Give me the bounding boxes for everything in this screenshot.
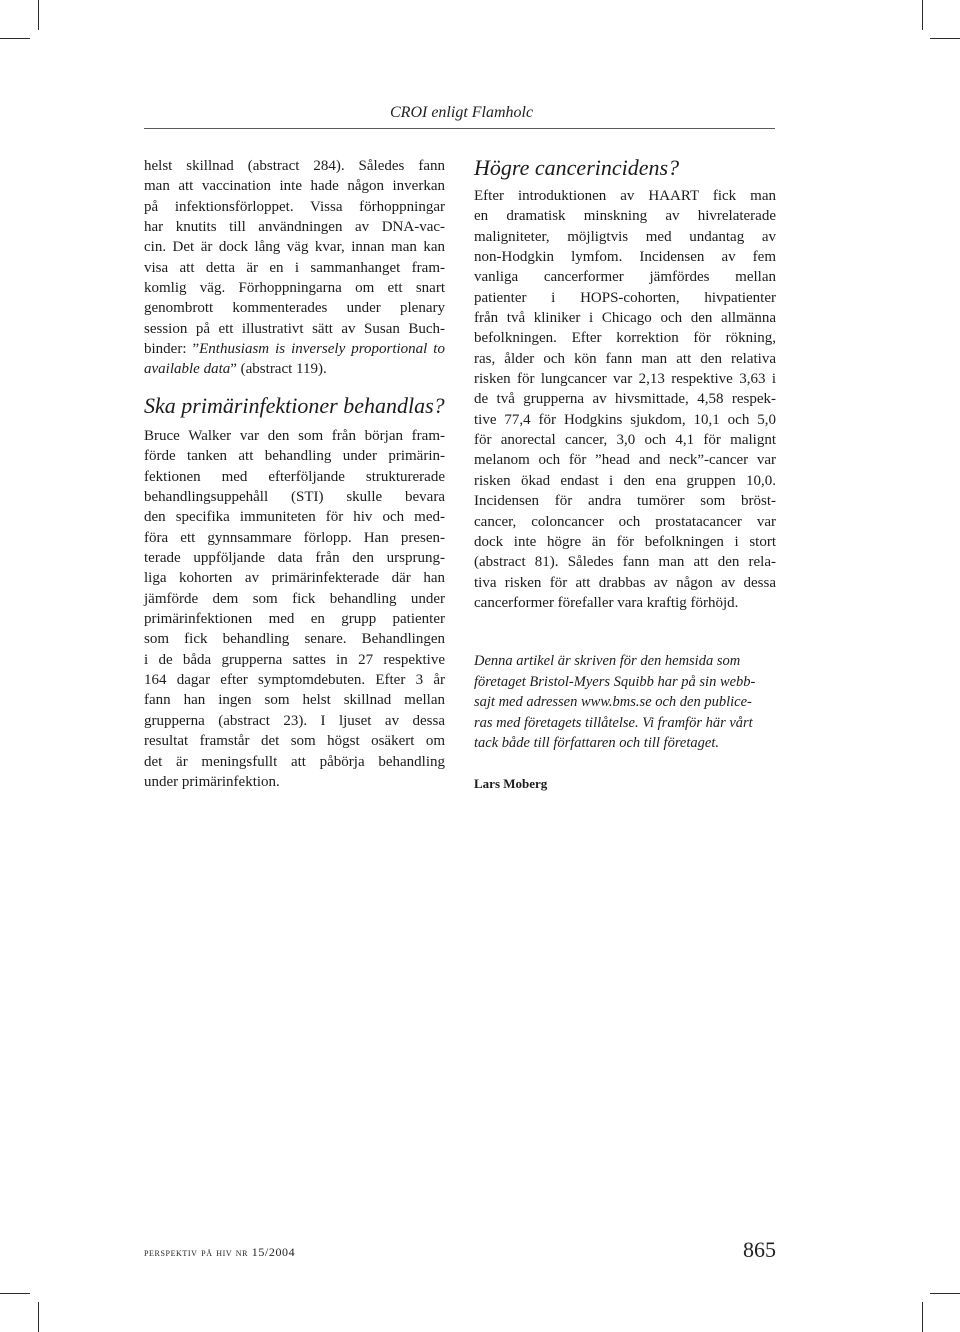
right-paragraph <box>474 186 776 613</box>
quote-italic: Enthusiasm is inversely proportional to <box>199 341 445 358</box>
text-line: på infektionsförloppet. Vissa förhoppningar <box>144 198 445 215</box>
crop-mark-top-left-vertical <box>38 0 39 30</box>
section-heading-primary-infection: Ska primärinfektioner behandlas? <box>144 393 445 418</box>
note-line: företaget Bristol-Myers Squibb har på sin webb- <box>474 673 756 690</box>
text-line: i de båda grupperna sattes in 27 respektive <box>144 651 445 668</box>
text-line: cancerformer förefaller vara kraftig förhöjd. <box>474 594 739 611</box>
crop-mark-bottom-left-vertical <box>38 1302 39 1332</box>
acknowledgement-note <box>474 651 776 754</box>
text-line: genombrott kommenterades under plenary <box>144 300 445 317</box>
journal-footer: perspektiv på hiv nr 15/2004 <box>144 1245 296 1259</box>
text-line: det är meningsfullt att påbörja behandling <box>144 753 445 770</box>
author-name: Lars Moberg <box>474 776 548 791</box>
text-line: har knutits till användningen av DNA-vac- <box>144 219 445 236</box>
text-line: vanliga cancerformer jämfördes mellan <box>474 269 776 286</box>
text-line: resultat framstår det som högst osäkert om <box>144 733 445 750</box>
page-number: 865 <box>743 1237 776 1262</box>
text-line: förde tanken att behandling under primärin- <box>144 448 445 465</box>
text-line: 164 dagar efter symptomdebuten. Efter 3 år <box>144 672 445 689</box>
text-line: behandlingsuppehåll (STI) skulle bevara <box>144 489 445 506</box>
text-line: melanom och för ”head and neck”-cancer var <box>474 452 776 469</box>
note-line: Denna artikel är skriven för den hemsida som <box>474 653 741 669</box>
left-paragraph-2 <box>144 426 445 792</box>
text-line: terade uppföljande data från den ursprung- <box>144 550 445 567</box>
text-line: risken ökad endast i den ena gruppen 10,0. <box>474 472 776 489</box>
text-line: under primärinfektion. <box>144 773 280 790</box>
text-line: en dramatisk minskning av hivrelaterade <box>474 208 776 225</box>
text-line: den specifika immuniteten för hiv och med- <box>144 509 445 526</box>
note-line: ras med företagets tillåtelse. Vi framför här vårt <box>474 714 753 731</box>
crop-mark-top-right-vertical <box>922 0 923 30</box>
text-line: maligniteter, möjligtvis med undantag av <box>474 228 776 245</box>
text-line: fektionen med efterföljande strukturerade <box>144 468 445 485</box>
text-line: jämförde dem som fick behandling under <box>144 590 445 607</box>
crop-mark-top-right-horizontal <box>930 38 960 39</box>
text-segment: binder: ” <box>144 341 200 358</box>
header-rule <box>144 128 775 129</box>
crop-mark-top-left-horizontal <box>0 38 30 39</box>
crop-mark-bottom-right-vertical <box>922 1302 923 1332</box>
note-line: sajt med adressen www.bms.se och den publice- <box>474 694 752 710</box>
text-line: visa att detta är en i sammanhanget fram- <box>144 259 445 276</box>
text-line: (abstract 81). Således fann man att den rela- <box>474 554 776 571</box>
running-title: CROI enligt Flamholc <box>390 104 534 121</box>
text-line: befolkningen. Efter korrektion för rökning, <box>474 330 776 347</box>
text-line: cin. Det är dock lång väg kvar, innan man kan <box>144 239 445 256</box>
text-segment: ” (abstract 119). <box>230 361 327 378</box>
quote-italic: available data <box>144 361 231 378</box>
crop-mark-bottom-right-horizontal <box>930 1293 960 1294</box>
text-line: liga kohorten av primärinfekterade där han <box>144 570 445 587</box>
section-heading-cancer-incidence: Högre cancerincidens? <box>474 155 680 180</box>
note-line: tack både till författaren och till företaget. <box>474 735 719 751</box>
text-line <box>144 339 445 359</box>
text-line: från två kliniker i Chicago och den allmänna <box>474 310 776 327</box>
text-line: dock inte högre än för befolkningen i stort <box>474 533 776 550</box>
text-line: för anorectal cancer, 3,0 och 4,1 för malignt <box>474 432 776 449</box>
crop-mark-bottom-left-horizontal <box>0 1293 30 1294</box>
text-line: föra ett gynnsammare förlopp. Han presen- <box>144 529 445 546</box>
left-paragraph-1 <box>144 156 445 380</box>
text-line: cancer, coloncancer och prostatacancer var <box>474 513 776 530</box>
text-line: man att vaccination inte hade någon inverkan <box>144 178 445 195</box>
text-line: Bruce Walker var den som från början fram- <box>144 428 445 444</box>
text-line: patienter i HOPS-cohorten, hivpatienter <box>474 289 776 306</box>
text-line: tiva risken för att drabbas av någon av dessa <box>474 574 776 591</box>
text-line: ras, ålder och kön fann man att den relativa <box>474 350 776 367</box>
text-line: tive 77,4 för Hodgkins sjukdom, 10,1 och 5,0 <box>474 411 776 428</box>
text-line <box>144 359 445 379</box>
text-line: Efter introduktionen av HAART fick man <box>474 188 776 204</box>
text-line: Incidensen för andra tumörer som bröst- <box>474 493 776 510</box>
text-line: helst skillnad (abstract 284). Således fann <box>144 158 445 174</box>
text-line: primärinfektionen med en grupp patienter <box>144 611 445 628</box>
text-line: grupperna (abstract 23). I ljuset av dessa <box>144 712 445 729</box>
text-line: komlig väg. Förhoppningarna om ett snart <box>144 280 445 297</box>
text-line: som fick behandling senare. Behandlingen <box>144 631 445 648</box>
text-line: session på ett illustrativt sätt av Susan Buch- <box>144 320 445 337</box>
text-line: fann han ingen som helst skillnad mellan <box>144 692 445 709</box>
text-line: risken för lungcancer var 2,13 respektive 3,63 i <box>474 371 776 388</box>
text-line: de två grupperna av hivsmittade, 4,58 respek- <box>474 391 776 408</box>
text-line: non-Hodgkin lymfom. Incidensen av fem <box>474 249 776 266</box>
